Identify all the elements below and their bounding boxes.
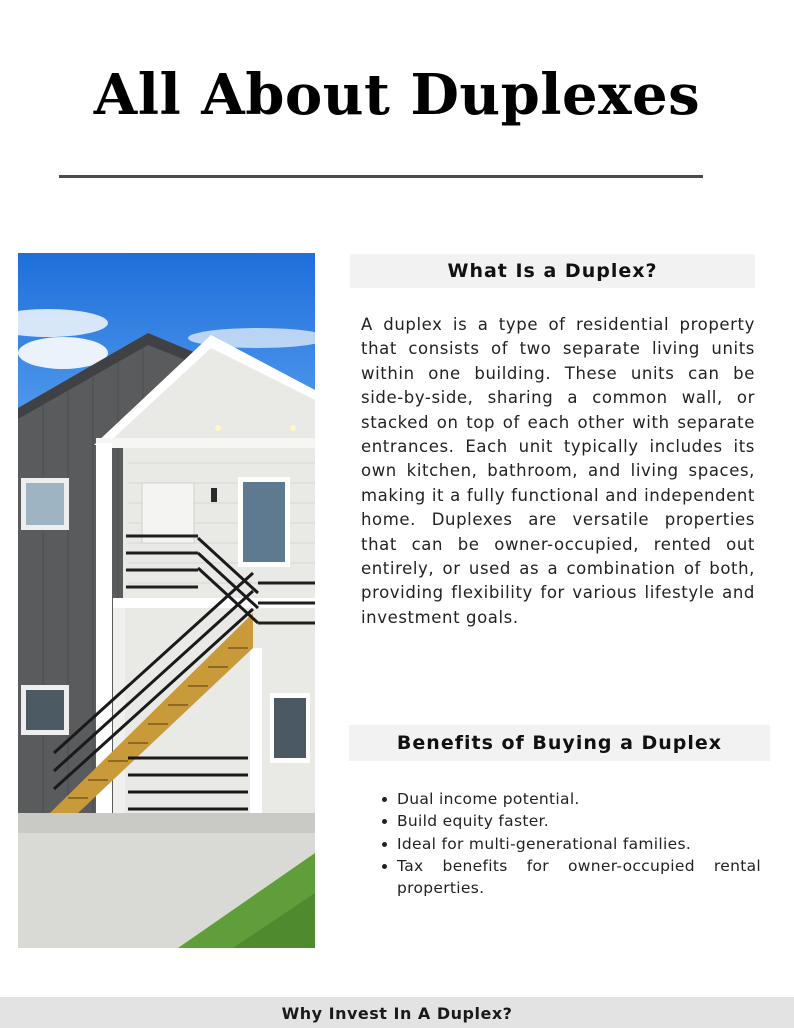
footer-banner: Why Invest In A Duplex? xyxy=(0,997,794,1028)
section-heading-what-is-duplex: What Is a Duplex? xyxy=(350,254,755,288)
list-item: Tax benefits for owner-occupied rental properties. xyxy=(379,855,761,900)
section-heading-benefits: Benefits of Buying a Duplex xyxy=(349,725,770,761)
benefits-list xyxy=(379,788,761,899)
title-divider xyxy=(59,175,703,178)
list-item: Ideal for multi-generational families. xyxy=(379,833,761,855)
list-item: Dual income potential. xyxy=(379,788,761,810)
duplex-house-photo xyxy=(18,253,315,948)
list-item: Build equity faster. xyxy=(379,810,761,832)
duplex-description: A duplex is a type of residential property that consists of two separate living units within one building. These units can be side-by-side, sharing a common wall, or stacked on top of each other with separate entrances. Each unit typically includes its own kitchen, bathroom, and living spaces, making it a fully functional and independent home. Duplexes are versatile properties that can be owner-occupied, rented out entirely, or used as a combination of both, providing flexibility for various lifestyle and investment goals. xyxy=(361,315,755,627)
page-title: All About Duplexes xyxy=(93,62,701,128)
